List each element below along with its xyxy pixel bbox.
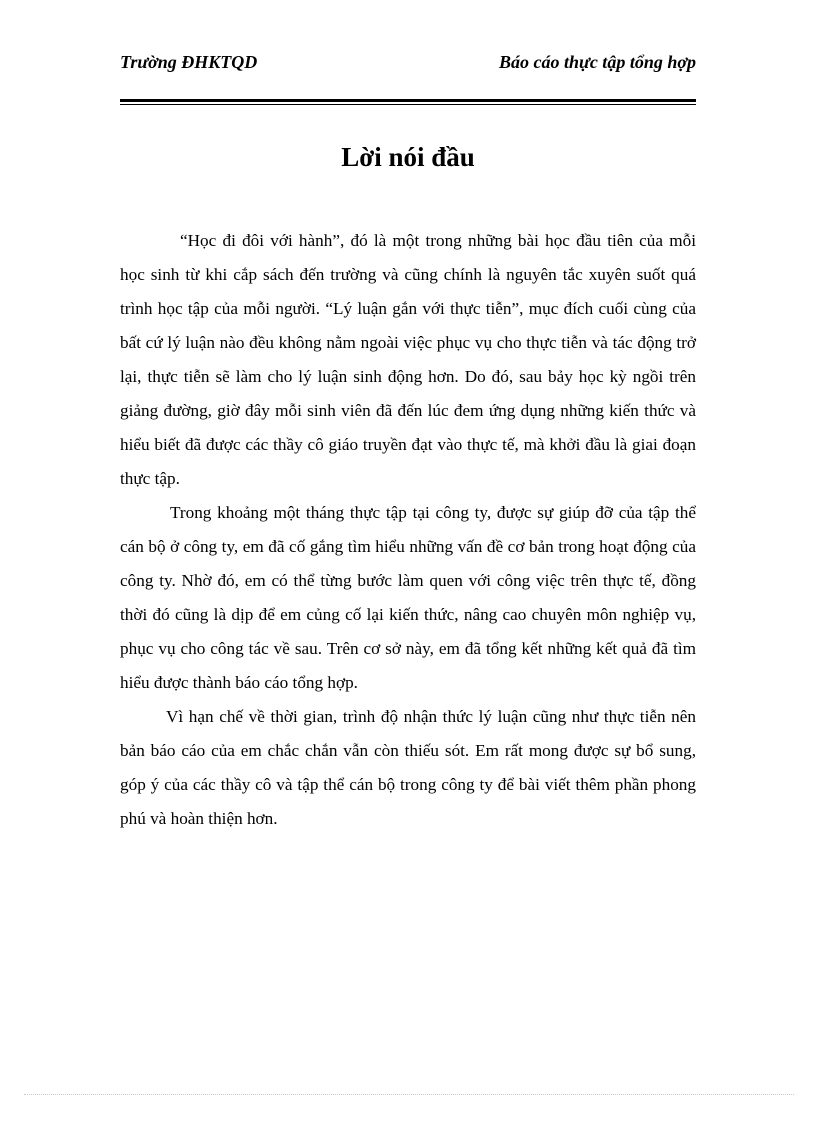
paragraph-2: Trong khoảng một tháng thực tập tại công ty, được sự giúp đỡ của tập thể cán bộ ở công ty, em đã cố gắng tìm hiểu những vấn đề cơ bản trong hoạt động của công ty. Nhờ đó, em có thể từng bước làm quen với công việc trên thực tế, đồng thời đó cũng là dịp để em củng cố lại kiến thức, nâng cao chuyên môn nghiệp vụ, phục vụ cho công tác về sau. Trên cơ sở này, em đã tổng kết những kết quả đã tìm hiểu được thành báo cáo tổng hợp. [120,503,696,692]
header-rule-thin [120,104,696,105]
paragraph-1: “Học đi đôi với hành”, đó là một trong những bài học đầu tiên của mỗi học sinh từ khi cắp sách đến trường và cũng chính là nguyên tắc xuyên suốt quá trình học tập của mỗi người. “Lý luận gắn với thực tiễn”, mục đích cuối cùng của bất cứ lý luận nào đều không nằm ngoài việc phục vụ cho thực tiễn và tác động trở lại, thực tiễn sẽ làm cho lý luận sinh động hơn. Do đó, sau bảy học kỳ ngồi trên giảng đường, giờ đây mỗi sinh viên đã đến lúc đem ứng dụng những kiến thức và hiểu biết đã được các thầy cô giáo truyền đạt vào thực tế, mà khởi đầu là giai đoạn thực tập. [120,231,696,488]
header-rule-thick [120,99,696,102]
page-title: Lời nói đầu [341,142,475,172]
paragraph-3: Vì hạn chế về thời gian, trình độ nhận thức lý luận cũng như thực tiễn nên bản báo cáo của em chắc chắn vẫn còn thiếu sót. Em rất mong được sự bổ sung, góp ý của các thầy cô và tập thể cán bộ trong công ty để bài viết thêm phần phong phú và hoàn thiện hơn. [120,707,696,828]
page-header [120,52,696,76]
page-bottom-dotted-line [24,1094,794,1095]
document-body [120,224,696,836]
header-school-name: Trường ĐHKTQD [120,52,258,72]
header-report-title: Báo cáo thực tập tổng hợp [499,52,696,72]
